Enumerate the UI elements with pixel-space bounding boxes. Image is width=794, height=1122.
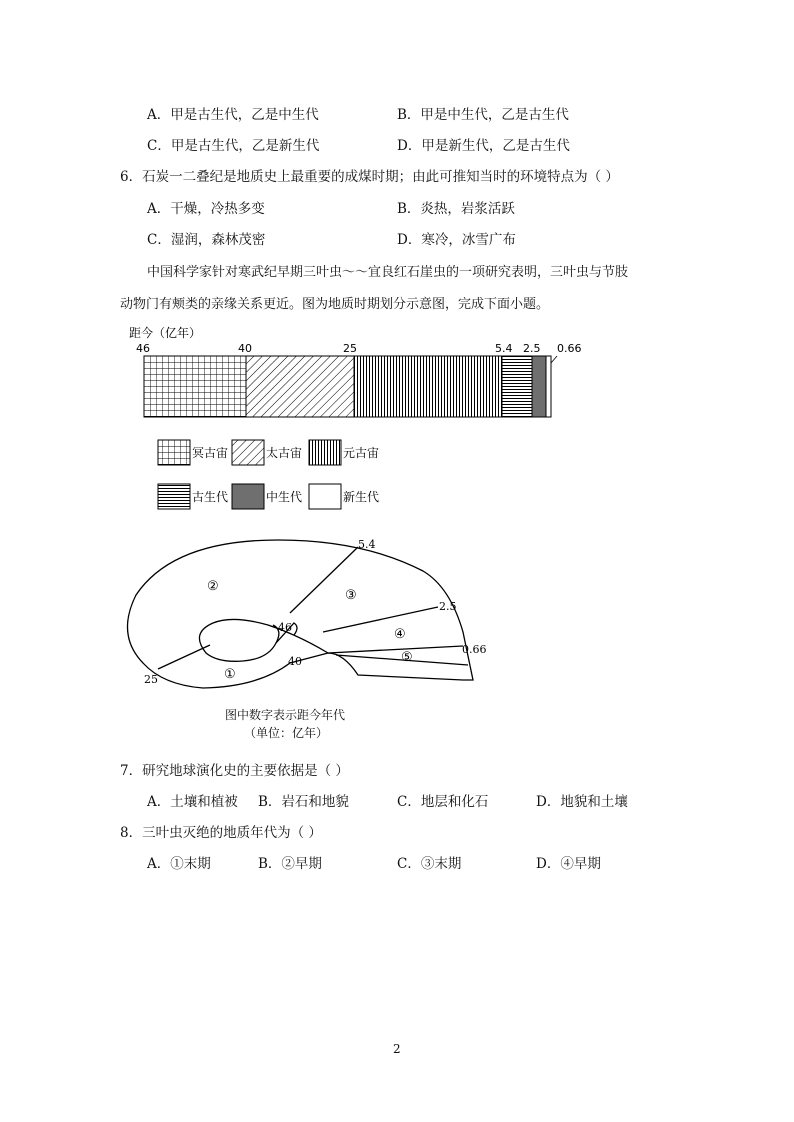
spiral-num-0-66: 0.66 [462, 643, 487, 656]
legend-swatch-proterozoic [309, 440, 341, 465]
bar-cenozoic [546, 356, 551, 417]
spiral-line-25 [158, 645, 210, 669]
legend-swatch-archean [232, 440, 264, 465]
page-number: 2 [393, 1042, 401, 1056]
legend-label-hadean: 冥古宙 [192, 446, 229, 460]
bar-paleozoic [502, 356, 532, 417]
q6-stem: 6．石炭一二叠纪是地质史上最重要的成煤时期；由此可推知当时的环境特点为（ ） [120, 169, 619, 185]
legend-swatch-cenozoic [309, 484, 341, 509]
bar-mesozoic [532, 356, 546, 417]
geologic-time-bar-diagram [120, 320, 600, 520]
bar-proterozoic [354, 356, 502, 417]
bar-archean [246, 356, 354, 417]
tick-2-5: 2.5 [523, 342, 541, 355]
spiral-caption-1: 图中数字表示距今年代 [225, 708, 346, 722]
legend-swatch-hadean [158, 440, 190, 465]
spiral-line-5-4 [290, 547, 358, 613]
tick-0-66: 0.66 [557, 342, 582, 355]
spiral-region-3: ③ [345, 588, 357, 603]
bar-hadean [144, 356, 246, 417]
legend-label-proterozoic: 元古宙 [343, 446, 380, 460]
spiral-inner-coil [199, 619, 328, 661]
q8-option-b[interactable]: B．②早期 [258, 856, 322, 872]
spiral-region-1: ① [224, 667, 236, 682]
spiral-region-5: ⑤ [401, 650, 413, 665]
spiral-num-46: 46 [278, 621, 292, 634]
q8-option-d[interactable]: D．④早期 [536, 856, 601, 872]
tick-40: 40 [238, 342, 252, 355]
legend-label-cenozoic: 新生代 [343, 490, 380, 504]
spiral-caption-2: （单位：亿年） [244, 726, 329, 740]
spiral-region-4: ④ [394, 627, 406, 642]
q6-option-d[interactable]: D．寒冷，冰雪广布 [397, 232, 516, 248]
tick-5-4: 5.4 [495, 342, 513, 355]
tick-46: 46 [136, 342, 150, 355]
legend-label-paleozoic: 古生代 [192, 490, 229, 504]
q5-option-c[interactable]: C．甲是古生代，乙是新生代 [147, 138, 320, 154]
q8-stem: 8．三叶虫灭绝的地质年代为（ ） [120, 825, 322, 841]
q8-option-a[interactable]: A．①末期 [147, 856, 211, 872]
spiral-line-0-66a [328, 646, 463, 653]
q7-stem: 7．研究地球演化史的主要依据是（ ） [120, 763, 349, 779]
q5-option-b[interactable]: B．甲是中生代，乙是古生代 [397, 107, 569, 123]
legend-swatch-mesozoic [232, 484, 264, 509]
bar-axis-title: 距今（亿年） [129, 326, 202, 340]
q6-option-a[interactable]: A．干燥，冷热多变 [147, 201, 265, 217]
q5-option-d[interactable]: D．甲是新生代，乙是古生代 [397, 138, 570, 154]
q6-option-b[interactable]: B．炎热，岩浆活跃 [397, 201, 515, 217]
legend-label-mesozoic: 中生代 [266, 490, 303, 504]
spiral-num-2-5: 2.5 [439, 600, 457, 613]
spiral-num-25: 25 [144, 673, 158, 686]
tick-25: 25 [343, 342, 357, 355]
spiral-line-2-5 [323, 607, 438, 632]
passage-line-1: 中国科学家针对寒武纪早期三叶虫～～宜良红石崖虫的一项研究表明，三叶虫与节肢 [147, 265, 629, 280]
passage-line-2: 动物门有颊类的亲缘关系更近。图为地质时期划分示意图，完成下面小题。 [120, 297, 550, 312]
spiral-num-5-4: 5.4 [358, 538, 376, 551]
q7-option-a[interactable]: A．土壤和植被 [147, 794, 238, 810]
spiral-region-2: ② [207, 579, 219, 594]
q7-option-c[interactable]: C．地层和化石 [397, 794, 489, 810]
legend-swatch-paleozoic [158, 484, 190, 509]
q7-option-d[interactable]: D．地貌和土壤 [536, 794, 628, 810]
spiral-num-40: 40 [288, 655, 302, 668]
q6-option-c[interactable]: C．湿润，森林茂密 [147, 232, 266, 248]
q5-option-a[interactable]: A．甲是古生代，乙是中生代 [147, 107, 319, 123]
q7-option-b[interactable]: B．岩石和地貌 [258, 794, 349, 810]
q8-option-c[interactable]: C．③末期 [397, 856, 462, 872]
legend-label-archean: 太古宙 [266, 446, 303, 460]
